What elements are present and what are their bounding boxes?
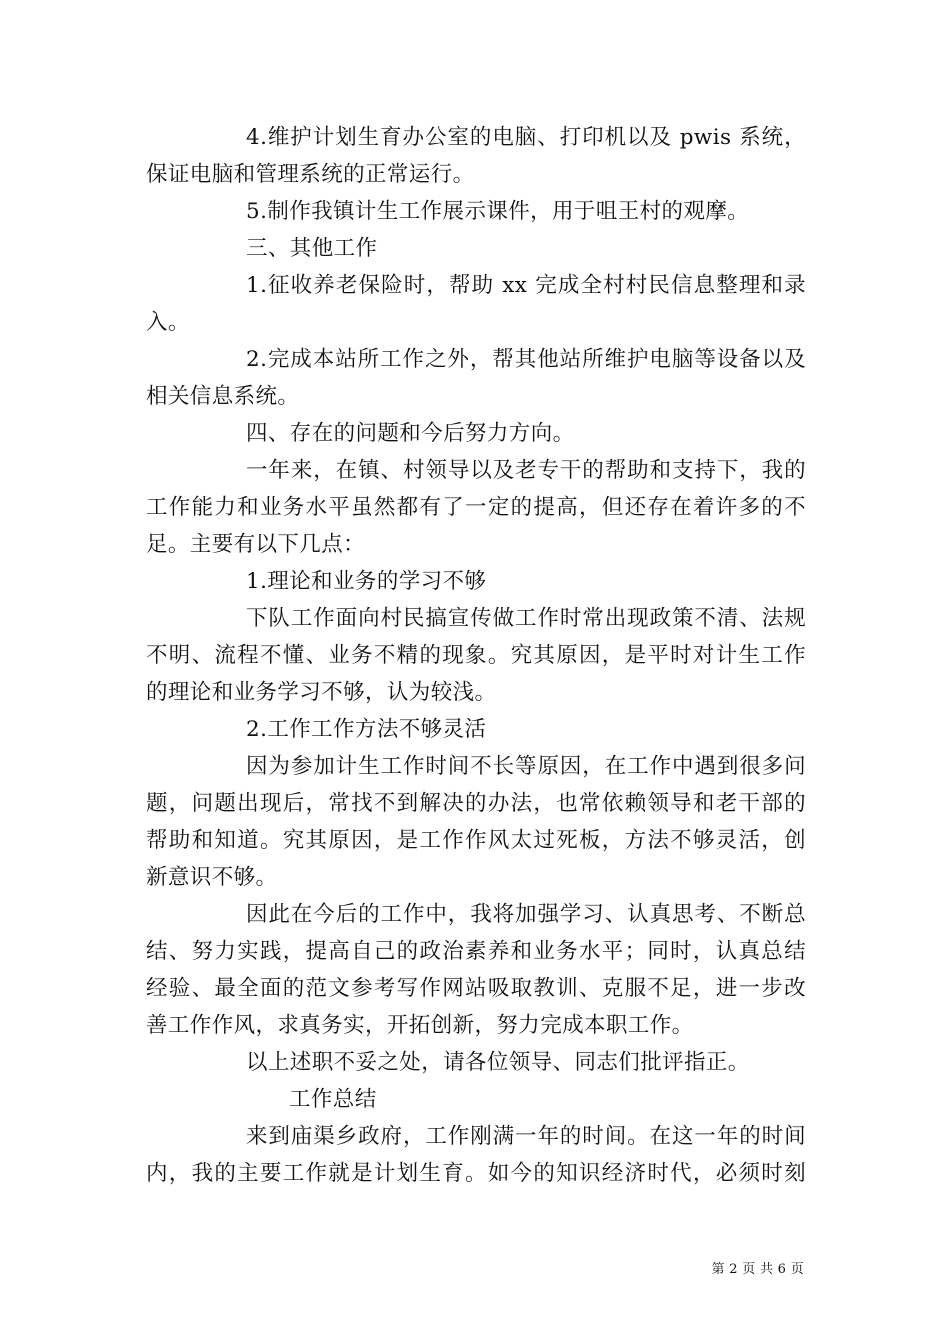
text-line: 新意识不够。 <box>146 865 278 890</box>
text-line: 帮助和知道。究其原因，是工作作风太过死板，方法不够灵活，创 <box>146 828 806 853</box>
page-number: 第 2 页 共 6 页 <box>711 1262 804 1277</box>
text-line: 来到庙渠乡政府，工作刚满一年的时间。在这一年的时间 <box>246 1124 806 1149</box>
text-line: 善工作作风，求真务实，开拓创新，努力完成本职工作。 <box>146 1013 694 1038</box>
section-title: 工作总结 <box>289 1087 377 1112</box>
text-line: 以上述职不妥之处，请各位领导、同志们批评指正。 <box>246 1050 750 1075</box>
text-line: 5.制作我镇计生工作展示课件，用于咀王村的观摩。 <box>246 199 750 224</box>
text-line: 入。 <box>146 310 190 335</box>
text-line: 4.维护计划生育办公室的电脑、打印机以及 pwis 系统， <box>246 125 806 150</box>
text-line: 因为参加计生工作时间不长等原因，在工作中遇到很多问 <box>246 754 806 779</box>
text-line: 相关信息系统。 <box>146 384 300 409</box>
text-line: 因此在今后的工作中，我将加强学习、认真思考、不断总 <box>246 902 806 927</box>
text-line: 足。主要有以下几点： <box>146 532 366 557</box>
text-line: 1.征收养老保险时，帮助 xx 完成全村村民信息整理和录 <box>246 273 806 298</box>
text-line: 结、努力实践，提高自己的政治素养和业务水平；同时，认真总结 <box>146 939 806 964</box>
text-line: 内，我的主要工作就是计划生育。如今的知识经济时代，必须时刻 <box>146 1161 806 1186</box>
subheading: 2.工作工作方法不够灵活 <box>246 717 487 742</box>
subheading: 1.理论和业务的学习不够 <box>246 569 487 594</box>
text-line: 经验、最全面的范文参考写作网站吸取教训、克服不足，进一步改 <box>146 976 806 1001</box>
text-line: 的理论和业务学习不够，认为较浅。 <box>146 680 497 705</box>
text-line: 一年来，在镇、村领导以及老专干的帮助和支持下，我的 <box>246 458 806 483</box>
text-line: 2.完成本站所工作之外，帮其他站所维护电脑等设备以及 <box>246 347 806 372</box>
section-heading: 四、存在的问题和今后努力方向。 <box>246 421 575 446</box>
text-line: 工作能力和业务水平虽然都有了一定的提高，但还存在着许多的不 <box>146 495 806 520</box>
text-line: 下队工作面向村民搞宣传做工作时常出现政策不清、法规 <box>246 606 806 631</box>
section-heading: 三、其他工作 <box>246 236 378 261</box>
text-line: 不明、流程不懂、业务不精的现象。究其原因，是平时对计生工作 <box>146 643 806 668</box>
text-line: 保证电脑和管理系统的正常运行。 <box>146 162 475 187</box>
text-line: 题，问题出现后，常找不到解决的办法，也常依赖领导和老干部的 <box>146 791 806 816</box>
